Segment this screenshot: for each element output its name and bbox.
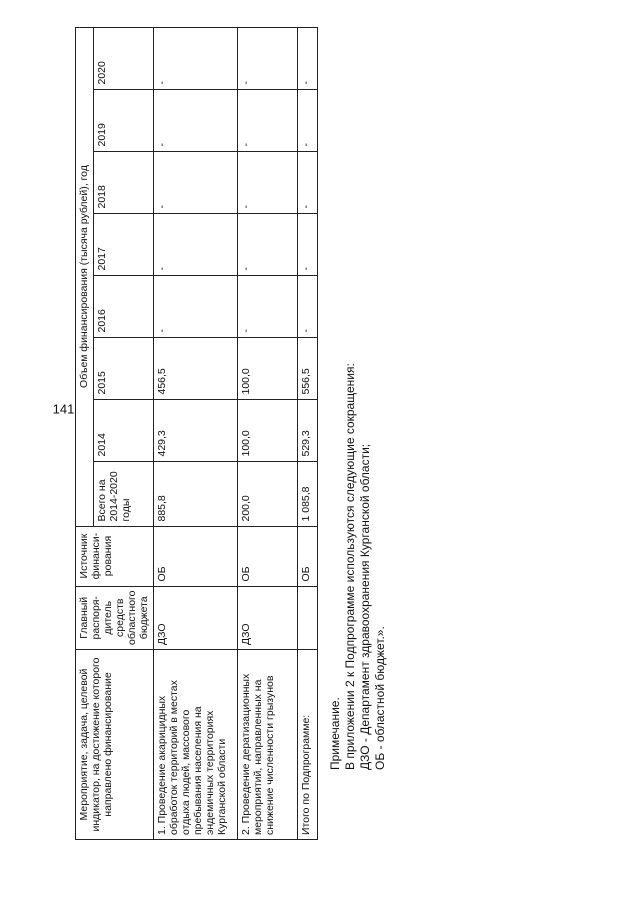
- header-year: 2015: [94, 337, 154, 399]
- row-year-value: -: [298, 27, 318, 89]
- row-administrator: [298, 586, 318, 649]
- row-administrator: ДЗО: [238, 586, 298, 649]
- row-total: 200,0: [238, 461, 298, 526]
- row-year-value: -: [154, 275, 238, 337]
- row-year-value: -: [238, 213, 298, 275]
- notes-block: [328, 363, 388, 770]
- notes-line: ДЗО - Департамент здравоохранения Курганской области;: [358, 443, 372, 770]
- row-year-value: 429,3: [154, 399, 238, 461]
- row-year-value: -: [238, 27, 298, 89]
- row-source: ОБ: [298, 526, 318, 586]
- row-year-value: -: [238, 151, 298, 213]
- row-measure: 2. Проведение дератизационных мероприятий, направленных на снижение численности грызунов: [238, 650, 298, 840]
- row-administrator: ДЗО: [154, 586, 238, 649]
- row-measure: 1. Проведение акарицидных обработок территорий в местах отдыха людей, массового пребывания населения на эндемичных территориях Курганской области: [154, 650, 238, 840]
- row-source: ОБ: [238, 526, 298, 586]
- table-header-row: [76, 27, 94, 839]
- header-year: 2014: [94, 399, 154, 461]
- header-measure: Мероприятие, задача, целевой индикатор, на достижение которого направлено финансирование: [76, 650, 154, 840]
- header-year: 2018: [94, 151, 154, 213]
- row-year-value: -: [154, 151, 238, 213]
- notes-title: Примечание.: [328, 697, 342, 770]
- header-year: 2019: [94, 89, 154, 151]
- table-row: [238, 27, 298, 839]
- row-year-value: -: [298, 275, 318, 337]
- row-year-value: -: [298, 89, 318, 151]
- header-total: Всего на 2014-2020 годы: [94, 461, 154, 526]
- row-year-value: 529,3: [298, 399, 318, 461]
- page-number: 141: [52, 401, 75, 417]
- row-year-value: -: [238, 89, 298, 151]
- row-year-value: 456,5: [154, 337, 238, 399]
- row-total: 885,8: [154, 461, 238, 526]
- header-year: 2016: [94, 275, 154, 337]
- row-total: 1 085,8: [298, 461, 318, 526]
- financing-table: [75, 27, 318, 840]
- notes-line: В приложении 2 к Подпрограмме используются следующие сокращения:: [343, 363, 357, 770]
- row-year-value: 100,0: [238, 399, 298, 461]
- row-year-value: -: [154, 213, 238, 275]
- header-administrator: Главный распоря-дитель средств областного бюджета: [76, 586, 154, 649]
- row-source: ОБ: [154, 526, 238, 586]
- row-year-value: 100,0: [238, 337, 298, 399]
- row-year-value: -: [298, 151, 318, 213]
- header-volume: Объем финансирования (тысяча рублей), год: [76, 27, 94, 526]
- table-total-row: [298, 27, 318, 839]
- row-year-value: -: [298, 213, 318, 275]
- row-year-value: -: [238, 275, 298, 337]
- row-measure: Итого по Подпрограмме:: [298, 650, 318, 840]
- row-year-value: -: [154, 27, 238, 89]
- row-year-value: 556,5: [298, 337, 318, 399]
- row-year-value: -: [154, 89, 238, 151]
- header-year: 2017: [94, 213, 154, 275]
- header-year: 2020: [94, 27, 154, 89]
- header-source: Источник финанси-рования: [76, 526, 154, 586]
- table-row: [154, 27, 238, 839]
- notes-line: ОБ - областной бюджет.».: [373, 626, 387, 770]
